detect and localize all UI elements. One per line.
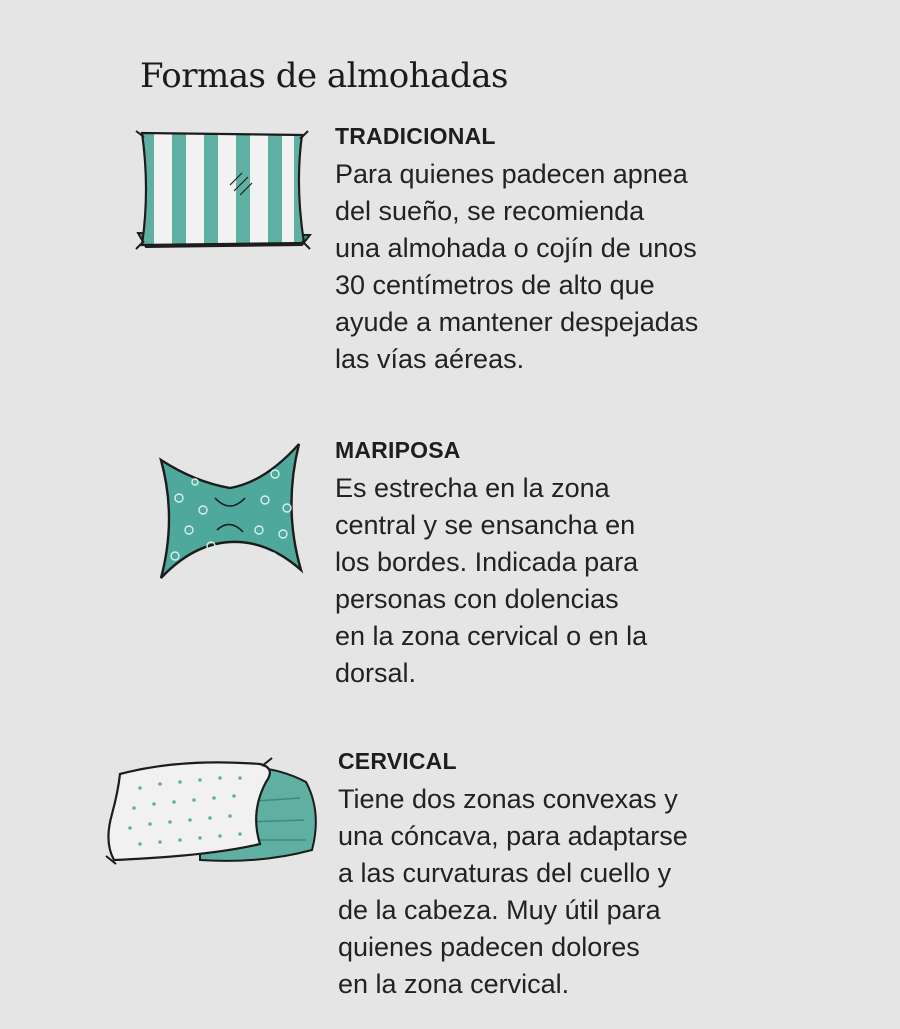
section-text-line: 30 centímetros de alto que (335, 270, 655, 300)
section-text-line: a las curvaturas del cuello y (338, 858, 672, 888)
section-mariposa (335, 437, 855, 692)
section-heading: CERVICAL (338, 748, 457, 774)
section-text-line: de la cabeza. Muy útil para (338, 895, 661, 925)
page-title: Formas de almohadas (140, 56, 508, 96)
section-text-line: en la zona cervical o en la (335, 621, 648, 651)
cervical-pillow-icon (100, 752, 330, 877)
section-text-line: Es estrecha en la zona (335, 473, 610, 503)
section-heading: TRADICIONAL (335, 123, 496, 149)
striped-pillow-icon (130, 125, 315, 260)
section-text-line: quienes padecen dolores (338, 932, 640, 962)
section-text-line: las vías aéreas. (335, 344, 525, 374)
section-text-line: personas con dolencias (335, 584, 619, 614)
section-text-line: central y se ensancha en (335, 510, 636, 540)
section-heading: MARIPOSA (335, 437, 461, 463)
section-text-line: dorsal. (335, 658, 417, 688)
section-text-line: ayude a mantener despejadas (335, 307, 699, 337)
section-tradicional (335, 123, 855, 378)
section-text-line: Tiene dos zonas convexas y (338, 784, 678, 814)
section-text-line: en la zona cervical. (338, 969, 570, 999)
butterfly-pillow-icon (155, 438, 305, 588)
section-text-line: Para quienes padecen apnea (335, 159, 688, 189)
section-cervical (338, 748, 858, 1003)
section-text-line: una cóncava, para adaptarse (338, 821, 688, 851)
section-text-line: del sueño, se recomienda (335, 196, 645, 226)
section-text-line: una almohada o cojín de unos (335, 233, 697, 263)
section-text-line: los bordes. Indicada para (335, 547, 639, 577)
